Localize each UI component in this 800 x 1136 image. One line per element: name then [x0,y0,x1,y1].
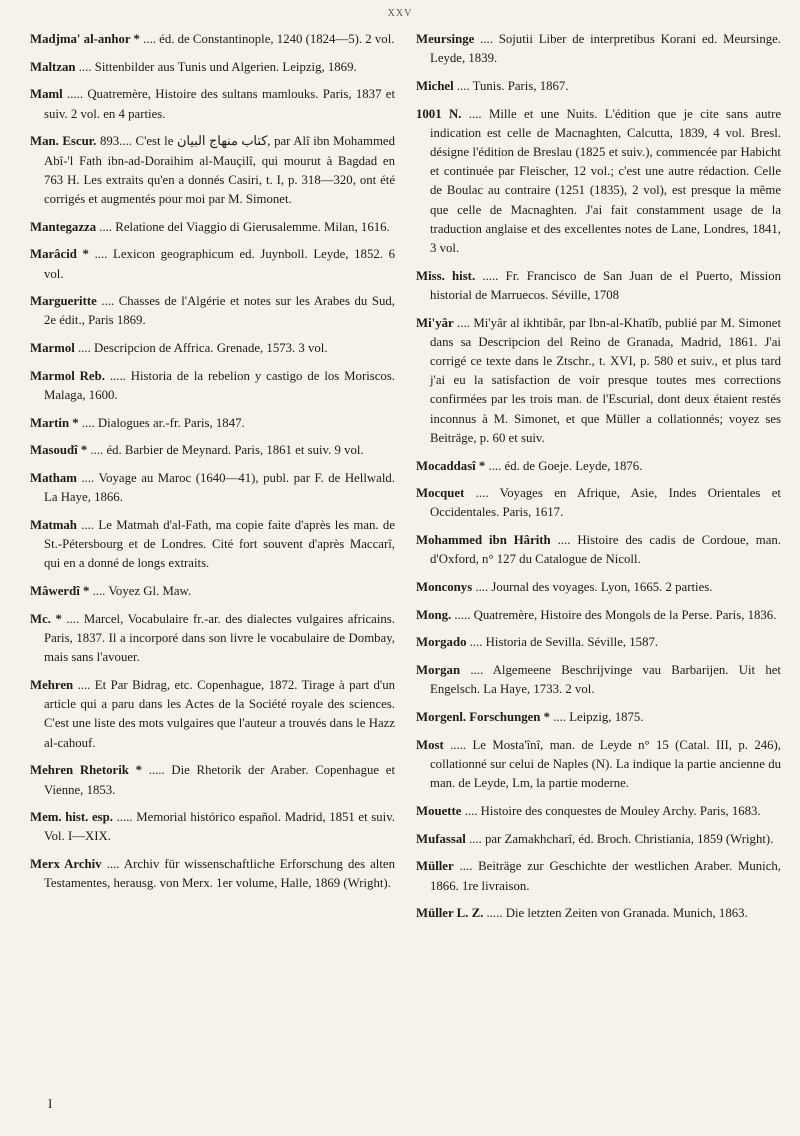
bibliography-entry [416,77,781,96]
entry-text: .... Sojutii Liber de interpretibus Korani ed. Meursinge. Leyde, 1839. [430,32,781,66]
entry-text: .... Chasses de l'Algérie et notes sur les Arabes du Sud, 2e édit., Paris 1869. [44,294,395,328]
entry-text: ..... Quatremère, Histoire des sultans mamlouks. Paris, 1837 et suiv. 2 vol. en 4 parties. [44,87,396,121]
bibliography-entry [416,802,781,821]
entry-key: Morgado [416,635,467,650]
entry-key: Meursinge [416,32,475,46]
entry-text: .... Histoire des cadis de Cordoue, man. d'Oxford, n° 127 du Catalogue de Nicoll. [430,533,782,567]
bibliography-entry [30,441,395,460]
bibliography-entry [416,267,781,305]
entry-key: Mong. [416,607,452,622]
bibliography-entry [416,708,781,727]
entry-key: Mc. * [30,611,62,626]
entry-key: Maltzan [30,59,76,74]
bibliography-entry [416,606,781,625]
entry-text: .... Le Matmah d'al-Fath, ma copie faite d'après les man. de St.-Pétersbourg et de Londres. Cité fort souvent d'après Maccarî, qui en a donné de longs extraits. [44,518,396,571]
bibliography-entry [30,414,395,433]
entry-text: .... Marcel, Vocabulaire fr.-ar. des dialectes vulgaires africains. Paris, 1837. Il a incorporé dans son livre le vocabulaire de Dombay, mais sans l'avouer. [44,611,395,665]
bibliography-entry [30,761,395,799]
left-column [30,30,395,902]
entry-text: .... Tunis. Paris, 1867. [456,78,569,93]
entry-text: .... Voyez Gl. Maw. [92,584,192,599]
page-number: XXV [387,8,413,19]
entry-text: ..... Die Rhetorik der Araber. Copenhague et Vienne, 1853. [44,763,395,797]
entry-key: Mi'yâr [416,315,454,330]
entry-key: Mufassal [416,831,466,846]
entry-text: ..... Le Mosta'înî, man. de Leyde n° 15 (Catal. III, p. 246), collationné sur celui de Naples (N). La indique la partie ancienne du man. de Leyde, Lm, la partie moderne. [430,737,781,791]
bibliography-entry [30,132,395,209]
entry-key: Martin * [30,415,79,430]
entry-text: .... Mi'yâr al ikhtibâr, par Ibn-al-Khatîb, publié par M. Simonet dans sa Descripcion del Reino de Granada, Madrid, 1861. J'ai corrigé ce texte dans le Ztschr., t. XVI, p. 580 et suiv., et plus tard j'ai eu la satisfaction de voir presque toutes mes corrections confirmées par les trois man. de l'Escurial, dont deux étaient restés inconnus à M. Simonet, et que Müller a collationnés; voyez ses Beiträge, p. 60 et suiv. [430,315,782,445]
entry-key: Margueritte [30,294,97,309]
bibliography-entry [30,292,395,330]
entry-text: .... Voyages en Afrique, Asie, Indes Orientales et Occidentales. Paris, 1617. [430,486,781,520]
entry-key: Mâwerdî * [30,584,90,599]
entry-key: Masoudî * [30,443,88,458]
bibliography-entry [416,484,781,522]
bibliography-entry [416,531,781,569]
entry-key: Monconys [416,580,473,595]
bibliography-entry [416,457,781,476]
entry-text: .... Archiv für wissenschaftliche Erforschung des alten Testamentes, herausg. von Merx. 1er volume, Halle, 1869 (Wright). [44,857,395,891]
bibliography-entry [30,808,395,846]
bibliography-entry [416,857,781,895]
entry-text: 893.... C'est le كتاب منهاج البيان, par Alî ibn Mohammed Abî-'l Fath ibn-ad-Doraihim al-Mauçilî, qui mourut à Bagdad en 763 H. Les extraits qu'en a donnés Casiri, t. I, p. 318—320, ont été corrigés et augmentés pour moi par M. Simonet. [44,134,395,206]
entry-key: Mem. hist. esp. [30,810,113,825]
entry-key: Mantegazza [30,219,97,234]
entry-text: .... Beiträge zur Geschichte der westlichen Araber. Munich, 1866. 1re livraison. [430,859,781,893]
entry-key: Morgenl. Forschungen * [416,710,551,725]
entry-key: Mohammed ibn Hârith [416,533,551,548]
entry-text: .... Mille et une Nuits. L'édition que je cite sans autre indication est celle de Macnaghten, Calcutta, 1839, 4 vol. Bresl. désigne l'édition de Breslau (1825 et suiv.), commencée par Habicht et continuée par Fleischer, 12 vol.; c'est une autre rédaction. Celle de Boulac au contraire (1251 (1835), 2 vol), est presque la même que celle de Macnaghten. J'ai fait constamment usage de la traduction anglaise et des excellentes notes de Lane, Londres, 1841, 3 vol. [430,106,782,256]
entry-text: .... éd. de Goeje. Leyde, 1876. [488,458,643,473]
bibliography-entry [416,661,781,699]
bibliography-entry [30,30,395,49]
bibliography-entry [30,610,395,668]
entry-key: Michel [416,78,454,93]
bibliography-entry [416,830,781,849]
bibliography-entry [30,582,395,601]
entry-text: .... Voyage au Maroc (1640—41), publ. par F. de Hellwald. La Haye, 1866. [44,471,395,505]
entry-text: .... Relatione del Viaggio di Gierusalemme. Milan, 1616. [99,219,390,234]
entry-key: Mehren [30,677,74,692]
entry-text: .... Algemeene Beschrijvinge vau Barbarijen. Uit het Engelsch. La Haye, 1733. 2 vol. [430,663,781,697]
entry-key: Marmol Reb. [30,368,105,383]
entry-key: Matham [30,471,77,486]
bibliography-entry [416,30,781,68]
entry-text: .... éd. de Constantinople, 1240 (1824—5). 2 vol. [143,32,395,46]
entry-text: ..... Die letzten Zeiten von Granada. Munich, 1863. [486,906,748,921]
bibliography-entry [30,339,395,358]
bibliography-entry [30,218,395,237]
entry-key: Marâcid * [30,247,89,262]
bibliography-entry [416,105,781,259]
bibliography-entry [416,578,781,597]
entry-key: Most [416,737,444,752]
entry-text: .... Historia de Sevilla. Séville, 1587. [469,635,659,650]
entry-text: .... par Zamakhcharî, éd. Broch. Christiania, 1859 (Wright). [468,831,774,846]
bibliography-entry [416,736,781,794]
entry-key: Müller [416,859,454,874]
entry-text: .... Lexicon geographicum ed. Juynboll. Leyde, 1852. 6 vol. [44,247,395,281]
entry-key: Marmol [30,341,75,356]
entry-key: Mocaddasî * [416,458,486,473]
entry-text: .... Histoire des conquestes de Mouley Archy. Paris, 1683. [464,803,761,818]
entry-text: ..... Memorial histórico español. Madrid, 1851 et suiv. Vol. I—XIX. [44,810,396,844]
entry-text: ..... Historia de la rebelion y castigo de los Moriscos. Malaga, 1600. [44,368,395,403]
entry-text: .... éd. Barbier de Meynard. Paris, 1861 et suiv. 9 vol. [90,443,364,458]
entry-text: .... Journal des voyages. Lyon, 1665. 2 parties. [475,580,713,595]
entry-text: .... Sittenbilder aus Tunis und Algerien. Leipzig, 1869. [78,59,357,74]
bibliography-entry [30,85,395,123]
entry-text: .... Descripcion de Affrica. Grenade, 1573. 3 vol. [77,341,328,356]
entry-key: Morgan [416,663,461,678]
bibliography-entry [30,855,395,893]
entry-key: Mouette [416,803,462,818]
entry-key: Matmah [30,518,77,533]
entry-text: ..... Fr. Francisco de San Juan de el Puerto, Mission historial de Marruecos. Séville, 1708 [430,268,781,302]
bibliography-entry [30,58,395,77]
entry-text: .... Leipzig, 1875. [553,710,644,725]
entry-text: ..... Quatremère, Histoire des Mongols de la Perse. Paris, 1836. [454,607,777,622]
bibliography-entry [30,516,395,574]
signature-mark: I [48,1096,53,1111]
bibliography-entry [416,904,781,923]
bibliography-entry [30,469,395,507]
entry-key: Merx Archiv [30,857,102,872]
entry-text: .... Et Par Bidrag, etc. Copenhague, 1872. Tirage à part d'un article qui a paru dans les Actes de la Société royale des sciences. C'est une liste des mots vulgaires que l'auteur a trouvés dans le Hazz al-cahouf. [44,677,395,750]
entry-key: Maml [30,87,63,102]
right-column [416,30,781,932]
bibliography-entry [30,245,395,283]
entry-key: Madjma' al-anhor * [30,32,140,46]
entry-key: Müller L. Z. [416,906,484,921]
bibliography-entry [416,633,781,652]
entry-key: Mocquet [416,486,465,501]
entry-key: Mehren Rhetorik * [30,763,142,778]
bibliography-entry [30,367,395,405]
entry-key: Miss. hist. [416,268,476,283]
bibliography-entry [30,676,395,753]
entry-key: 1001 N. [416,106,462,121]
entry-key: Man. Escur. [30,134,97,149]
bibliography-entry [416,314,781,448]
entry-text: .... Dialogues ar.-fr. Paris, 1847. [81,415,245,430]
